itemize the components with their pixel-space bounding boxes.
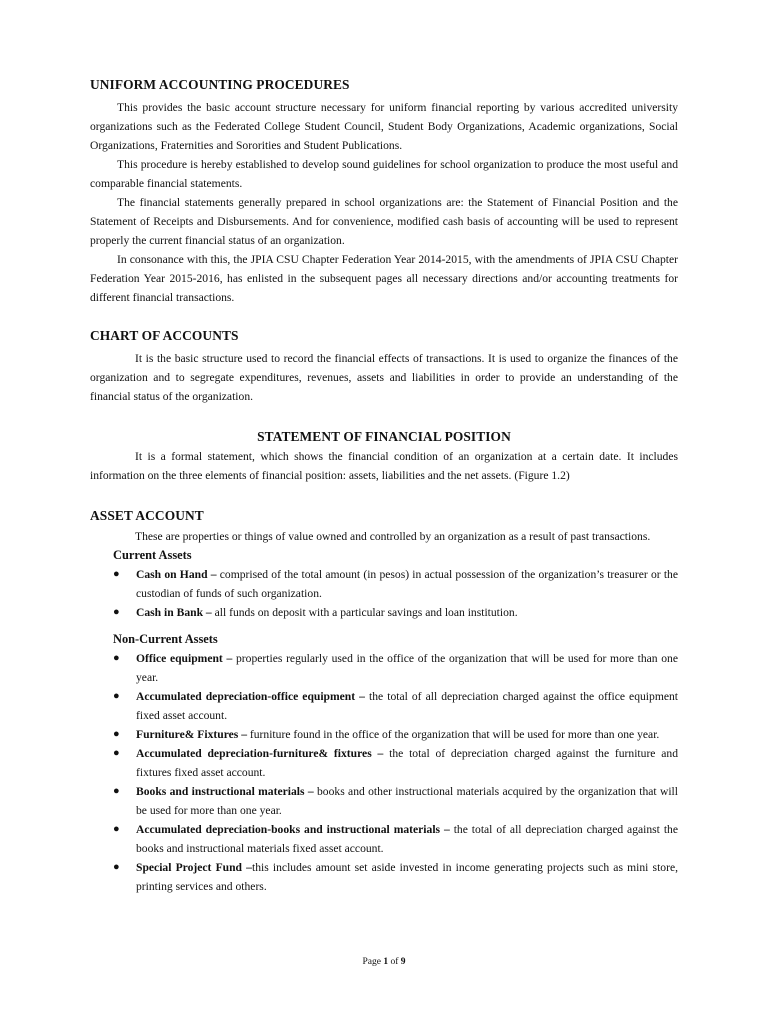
- item-desc: the total of depreciation charged against the furniture and fixtures fixed asset account.: [136, 747, 678, 779]
- heading-statement-financial-position: STATEMENT OF FINANCIAL POSITION: [257, 429, 511, 444]
- bullet-icon: ●: [113, 606, 120, 618]
- list-item: [90, 649, 678, 687]
- item-desc: the total of all depreciation charged against the books and instructional materials fixed asset account.: [136, 823, 678, 855]
- subheading-current-assets: Current Assets: [113, 548, 192, 562]
- paragraph: It is a formal statement, which shows the financial condition of an organization at a certain date. It includes information on the three elements of financial position: assets, liabilities and the net assets. (Figure 1.2): [90, 450, 678, 482]
- subheading-noncurrent-assets: Non-Current Assets: [113, 632, 218, 646]
- list-item: [90, 858, 678, 896]
- item-term: Cash in Bank –: [136, 606, 212, 619]
- section-asset-account: [90, 508, 678, 896]
- item-term: Office equipment –: [136, 652, 233, 665]
- item-desc: all funds on deposit with a particular savings and loan institution.: [211, 606, 518, 619]
- footer-of-word: of: [390, 957, 399, 967]
- footer-page-word: Page: [362, 957, 381, 967]
- item-desc: the total of all depreciation charged against the office equipment fixed asset account.: [136, 690, 678, 722]
- item-desc: books and other instructional materials acquired by the organization that will be used for more than one year.: [136, 785, 679, 817]
- heading-asset-account: ASSET ACCOUNT: [90, 508, 204, 523]
- bullet-icon: ●: [113, 568, 120, 580]
- list-item: [90, 687, 678, 725]
- item-term: Books and instructional materials –: [136, 785, 314, 798]
- paragraph: This procedure is hereby established to develop sound guidelines for school organization to produce the most useful and comparable financial statements.: [90, 158, 678, 190]
- list-item: [90, 725, 678, 744]
- list-item: [90, 820, 678, 858]
- section-uniform-accounting: [90, 77, 678, 307]
- list-item: [90, 782, 678, 820]
- footer-page-total: 9: [400, 957, 406, 967]
- bullet-icon: ●: [113, 652, 120, 664]
- item-term: Accumulated depreciation-furniture& fixtures –: [136, 747, 384, 760]
- heading-uniform-accounting: UNIFORM ACCOUNTING PROCEDURES: [90, 77, 350, 92]
- item-term: Special Project Fund –: [136, 861, 252, 874]
- item-desc: properties regularly used in the office of the organization that will be used for more than one year.: [136, 652, 678, 684]
- bullet-icon: ●: [113, 747, 120, 759]
- bullet-icon: ●: [113, 728, 120, 740]
- list-item: [90, 744, 678, 782]
- list-item: [90, 603, 678, 622]
- section-financial-position: [90, 429, 678, 485]
- paragraph: This provides the basic account structure necessary for uniform financial reporting by various accredited university organizations such as the Federated College Student Council, Student Body Organizations, Academic organizations, Social Organizations, Fraternities and Sororities and Student Publications.: [90, 101, 678, 152]
- bullet-icon: ●: [113, 690, 120, 702]
- current-assets-list: [90, 565, 678, 622]
- footer-page-number: 1: [383, 957, 389, 967]
- bullet-icon: ●: [113, 823, 120, 835]
- noncurrent-assets-list: [90, 649, 678, 896]
- item-term: Furniture& Fixtures –: [136, 728, 247, 741]
- paragraph: The financial statements generally prepared in school organizations are: the Statement of Financial Position and the Statement of Receipts and Disbursements. And for convenience, modified cash basis of accounting will be used to represent properly the current financial status of an organization.: [90, 196, 678, 247]
- list-item: [90, 565, 678, 603]
- item-desc: this includes amount set aside invested in income generating projects such as mini store, printing services and others.: [136, 861, 678, 893]
- paragraph: In consonance with this, the JPIA CSU Chapter Federation Year 2014-2015, with the amendments of JPIA CSU Chapter Federation Year 2015-2016, has enlisted in the subsequent pages all necessary directions and/or accounting treatments for different financial transactions.: [90, 253, 678, 304]
- bullet-icon: ●: [113, 785, 120, 797]
- item-term: Accumulated depreciation-office equipment –: [136, 690, 365, 703]
- item-term: Accumulated depreciation-books and instructional materials –: [136, 823, 450, 836]
- section-chart-of-accounts: [90, 328, 678, 406]
- item-term: Cash on Hand –: [136, 568, 217, 581]
- paragraph: It is the basic structure used to record the financial effects of transactions. It is used to organize the finances of the organization and to segregate expenditures, revenues, assets and liabilities in order to provide an understanding of the financial status of the organization.: [90, 352, 678, 403]
- page-footer: [0, 957, 768, 967]
- paragraph: These are properties or things of value owned and controlled by an organization as a result of past transactions.: [135, 530, 651, 543]
- bullet-icon: ●: [113, 861, 120, 873]
- item-desc: comprised of the total amount (in pesos) in actual possession of the organization’s treasurer or the custodian of funds of such organization.: [136, 568, 678, 600]
- item-desc: furniture found in the office of the organization that will be used for more than one year.: [247, 728, 660, 741]
- heading-chart-of-accounts: CHART OF ACCOUNTS: [90, 328, 239, 343]
